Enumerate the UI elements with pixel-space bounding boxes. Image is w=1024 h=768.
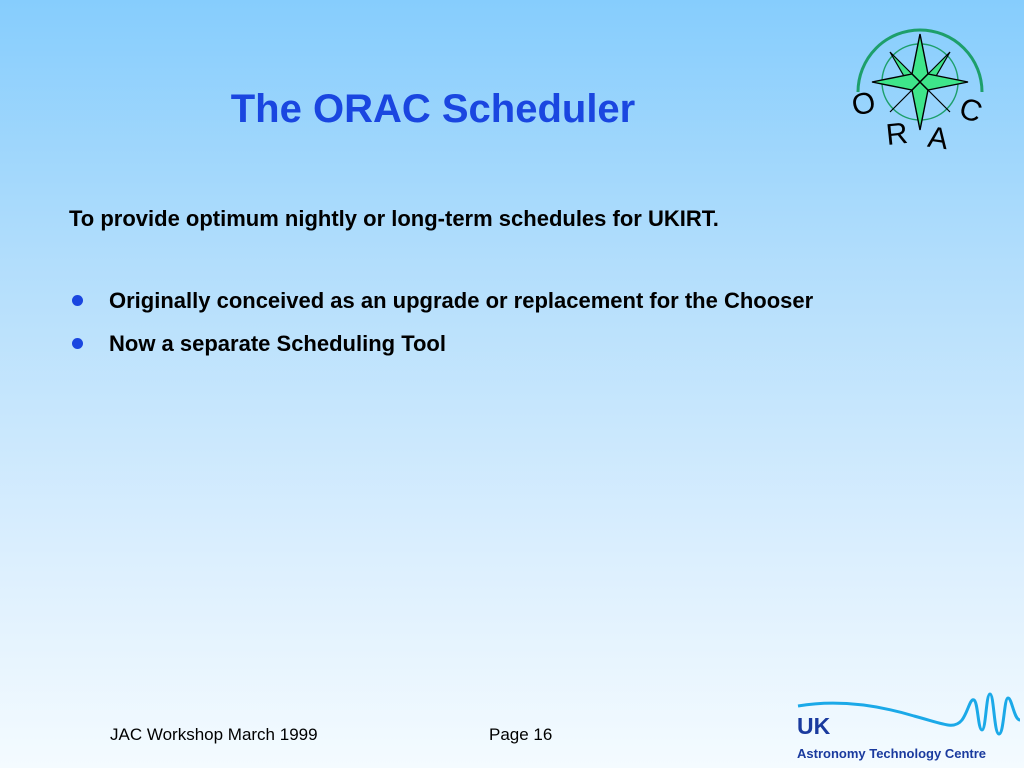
logo-letter-o: O: [848, 85, 879, 123]
bullet-item: [69, 327, 949, 360]
atc-logo-uk: UK: [797, 713, 831, 739]
logo-letter-r: R: [884, 116, 910, 152]
bullet-dot-icon: [72, 338, 83, 349]
bullet-text: Originally conceived as an upgrade or replacement for the Chooser: [109, 288, 814, 313]
footer-event: JAC Workshop March 1999: [110, 725, 318, 744]
logo-letter-a: A: [925, 120, 951, 157]
bullet-item: [69, 284, 949, 317]
bullet-dot-icon: [72, 295, 83, 306]
bullet-text: Now a separate Scheduling Tool: [109, 331, 446, 356]
orac-compass-logo: [846, 10, 994, 158]
slide-title: The ORAC Scheduler: [230, 87, 636, 131]
slide-subtitle: To provide optimum nightly or long-term schedules for UKIRT.: [69, 206, 719, 231]
logo-letter-c: C: [955, 91, 987, 130]
bullet-list: [69, 284, 949, 370]
atc-logo-name: Astronomy Technology Centre: [797, 746, 987, 761]
footer-page-number: Page 16: [489, 725, 553, 744]
